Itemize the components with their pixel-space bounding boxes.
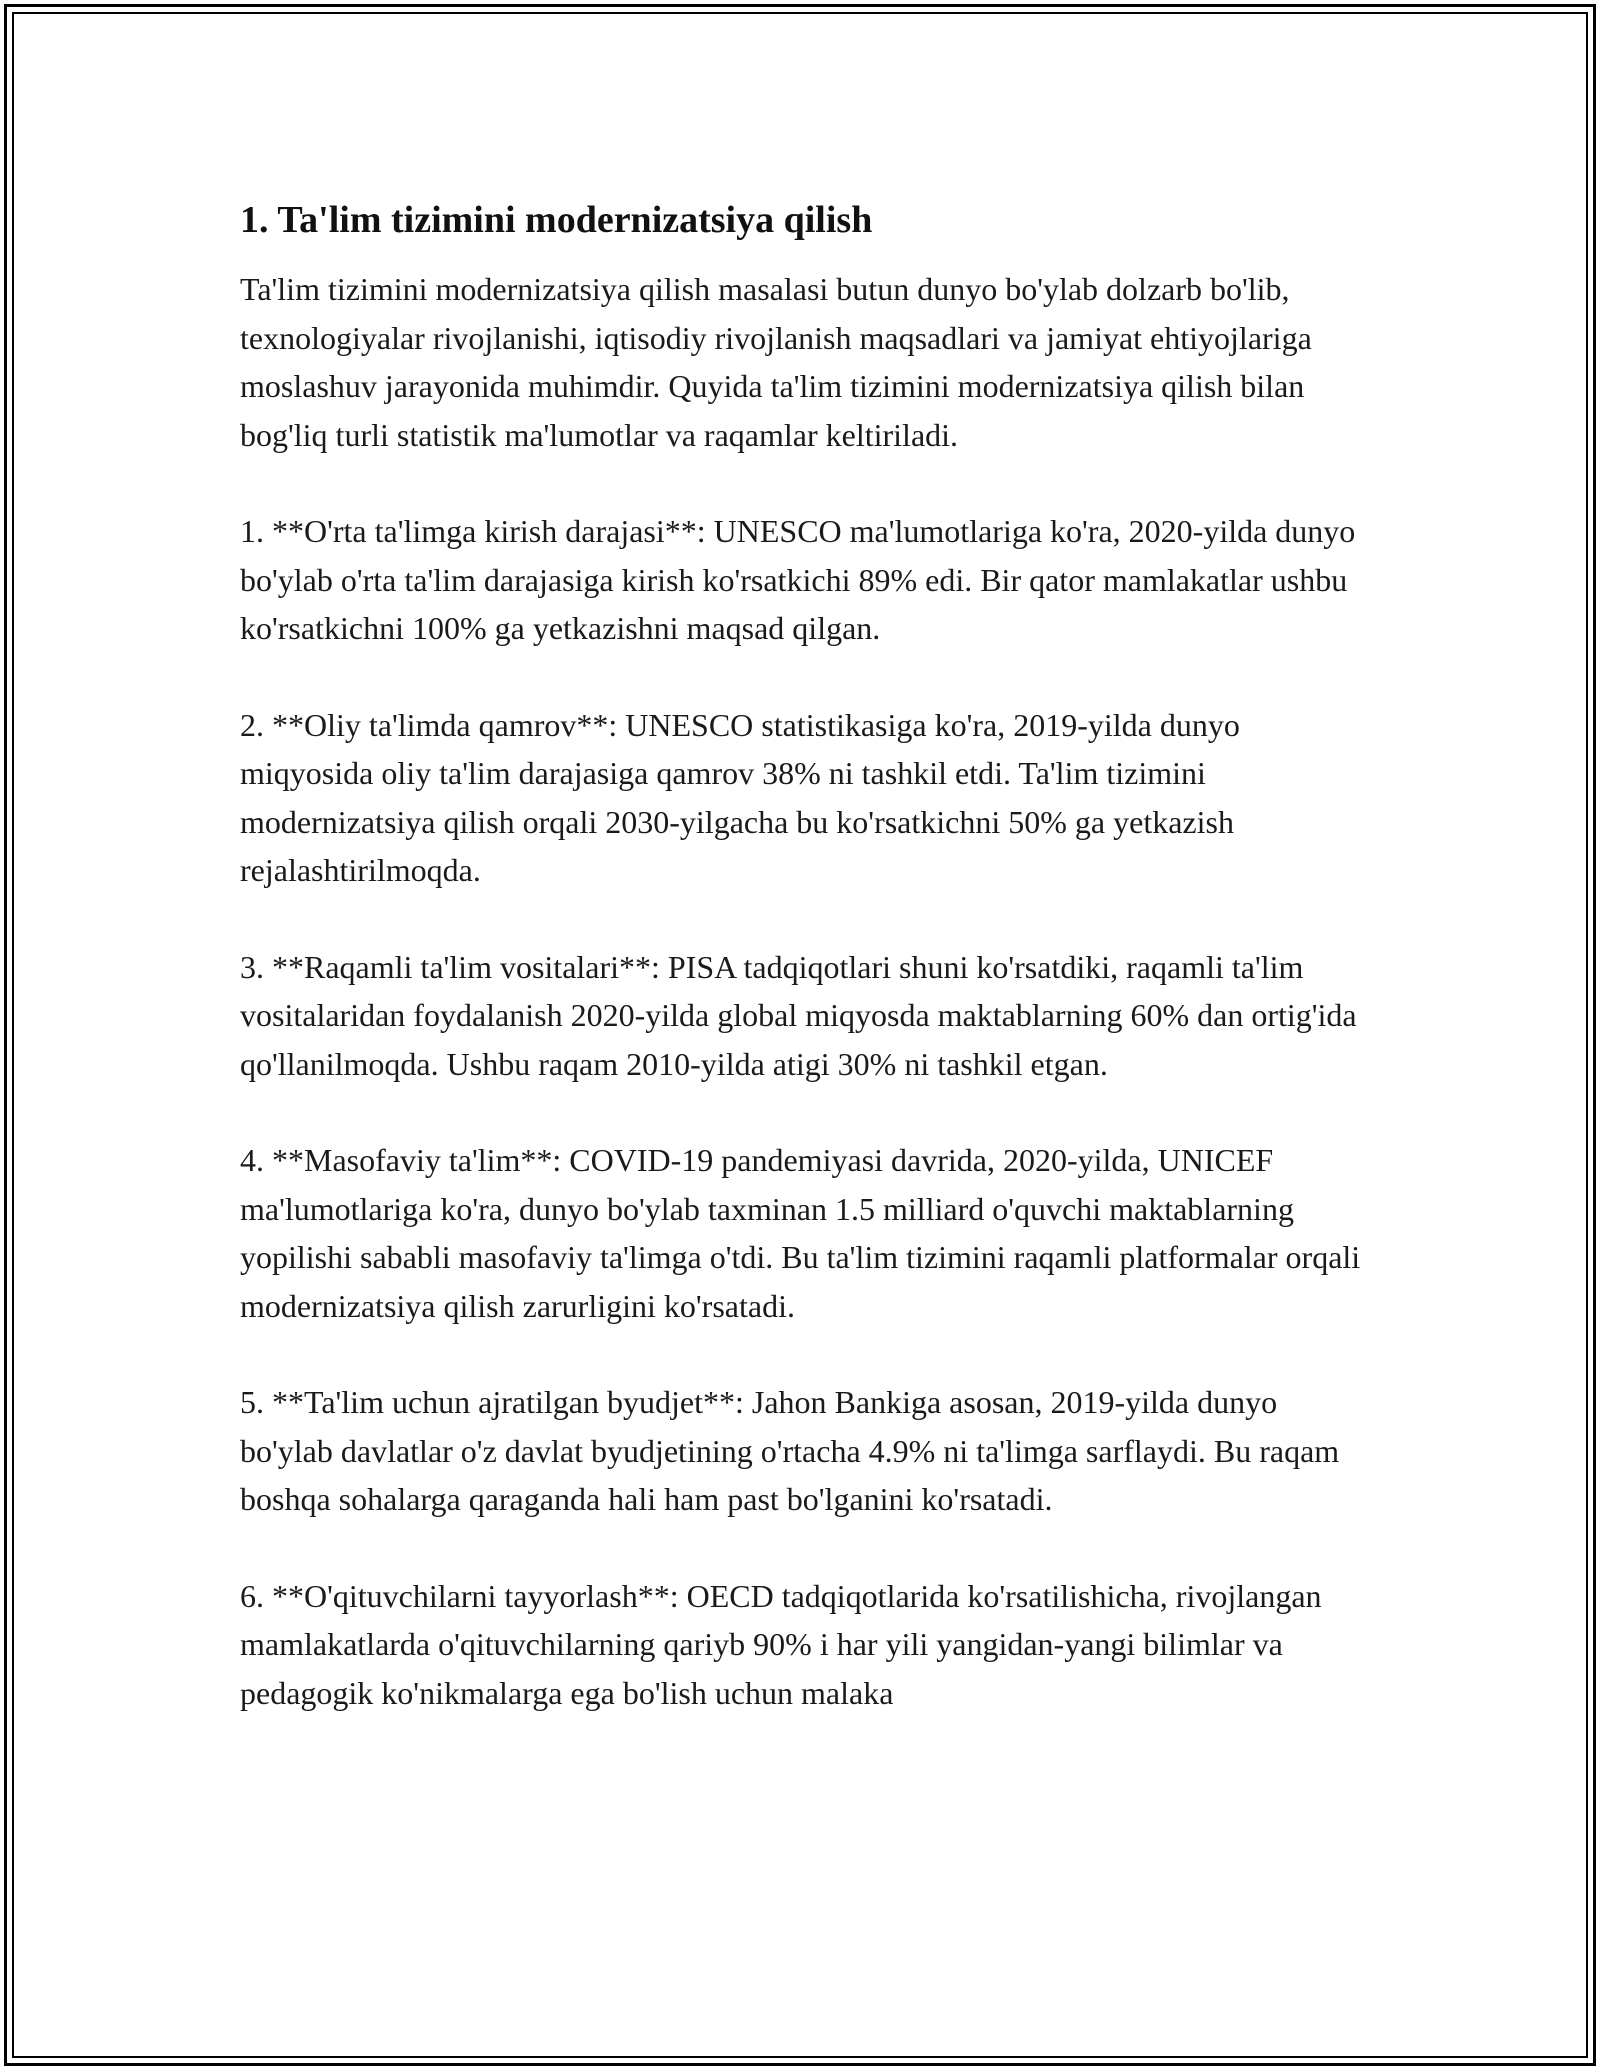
list-item-5: 5. **Ta'lim uchun ajratilgan byudjet**: Jahon Bankiga asosan, 2019-yilda dunyo bo'ylab davlatlar o'z davlat byudjetining o'rtacha 4.9% ni ta'limga sarflaydi. Bu raqam boshqa sohalarga qaraganda hali ham past bo'lganini ko'rsatadi. (240, 1384, 1340, 1517)
list-item-3: 3. **Raqamli ta'lim vositalari**: PISA tadqiqotlari shuni ko'rsatdiki, raqamli ta'lim vositalaridan foydalanish 2020-yilda global miqyosda maktablarning 60% dan ortig'ida qo'llanilmoqda. Ushbu raqam 2010-yilda atigi 30% ni tashkil etgan. (240, 948, 1357, 1082)
section-heading: 1. Ta'lim tizimini modernizatsiya qilish (240, 199, 873, 241)
list-item-6: 6. **O'qituvchilarni tayyorlash**: OECD tadqiqotlarida ko'rsatilishicha, rivojlangan mamlakatlarda o'qituvchilarning qariyb 90% i har yili yangidan-yangi bilimlar va pedagogik ko'nikmalarga ega bo'lish uchun malaka (240, 1577, 1322, 1711)
intro-paragraph: Ta'lim tizimini modernizatsiya qilish masalasi butun dunyo bo'ylab dolzarb bo'lib, texnologiyalar rivojlanishi, iqtisodiy rivojlanish maqsadlari va jamiyat ehtiyojlariga moslashuv jarayonida muhimdir. Quyida ta'lim tizimini modernizatsiya qilish bilan bog'liq turli statistik ma'lumotlar va raqamlar keltiriladi. (240, 271, 1312, 453)
page-frame (4, 4, 1596, 2066)
list-item-2: 2. **Oliy ta'limda qamrov**: UNESCO statistikasiga ko'ra, 2019-yilda dunyo miqyosida oliy ta'lim darajasiga qamrov 38% ni tashkil etdi. Ta'lim tizimini modernizatsiya qilish orqali 2030-yilgacha bu ko'rsatkichni 50% ga yetkazish rejalashtirilmoqda. (240, 706, 1240, 888)
list-item-4: 4. **Masofaviy ta'lim**: COVID-19 pandemiyasi davrida, 2020-yilda, UNICEF ma'lumotlariga ko'ra, dunyo bo'ylab taxminan 1.5 milliard o'quvchi maktablarning yopilishi sababli masofaviy ta'limga o'tdi. Bu ta'lim tizimini raqamli platformalar orqali modernizatsiya qilish zarurligini ko'rsatadi. (240, 1142, 1361, 1324)
list-item-1: 1. **O'rta ta'limga kirish darajasi**: UNESCO ma'lumotlariga ko'ra, 2020-yilda dunyo bo'ylab o'rta ta'lim darajasiga kirish ko'rsatkichi 89% edi. Bir qator mamlakatlar ushbu ko'rsatkichni 100% ga yetkazishni maqsad qilgan. (240, 513, 1356, 646)
document-body (240, 193, 1375, 1765)
